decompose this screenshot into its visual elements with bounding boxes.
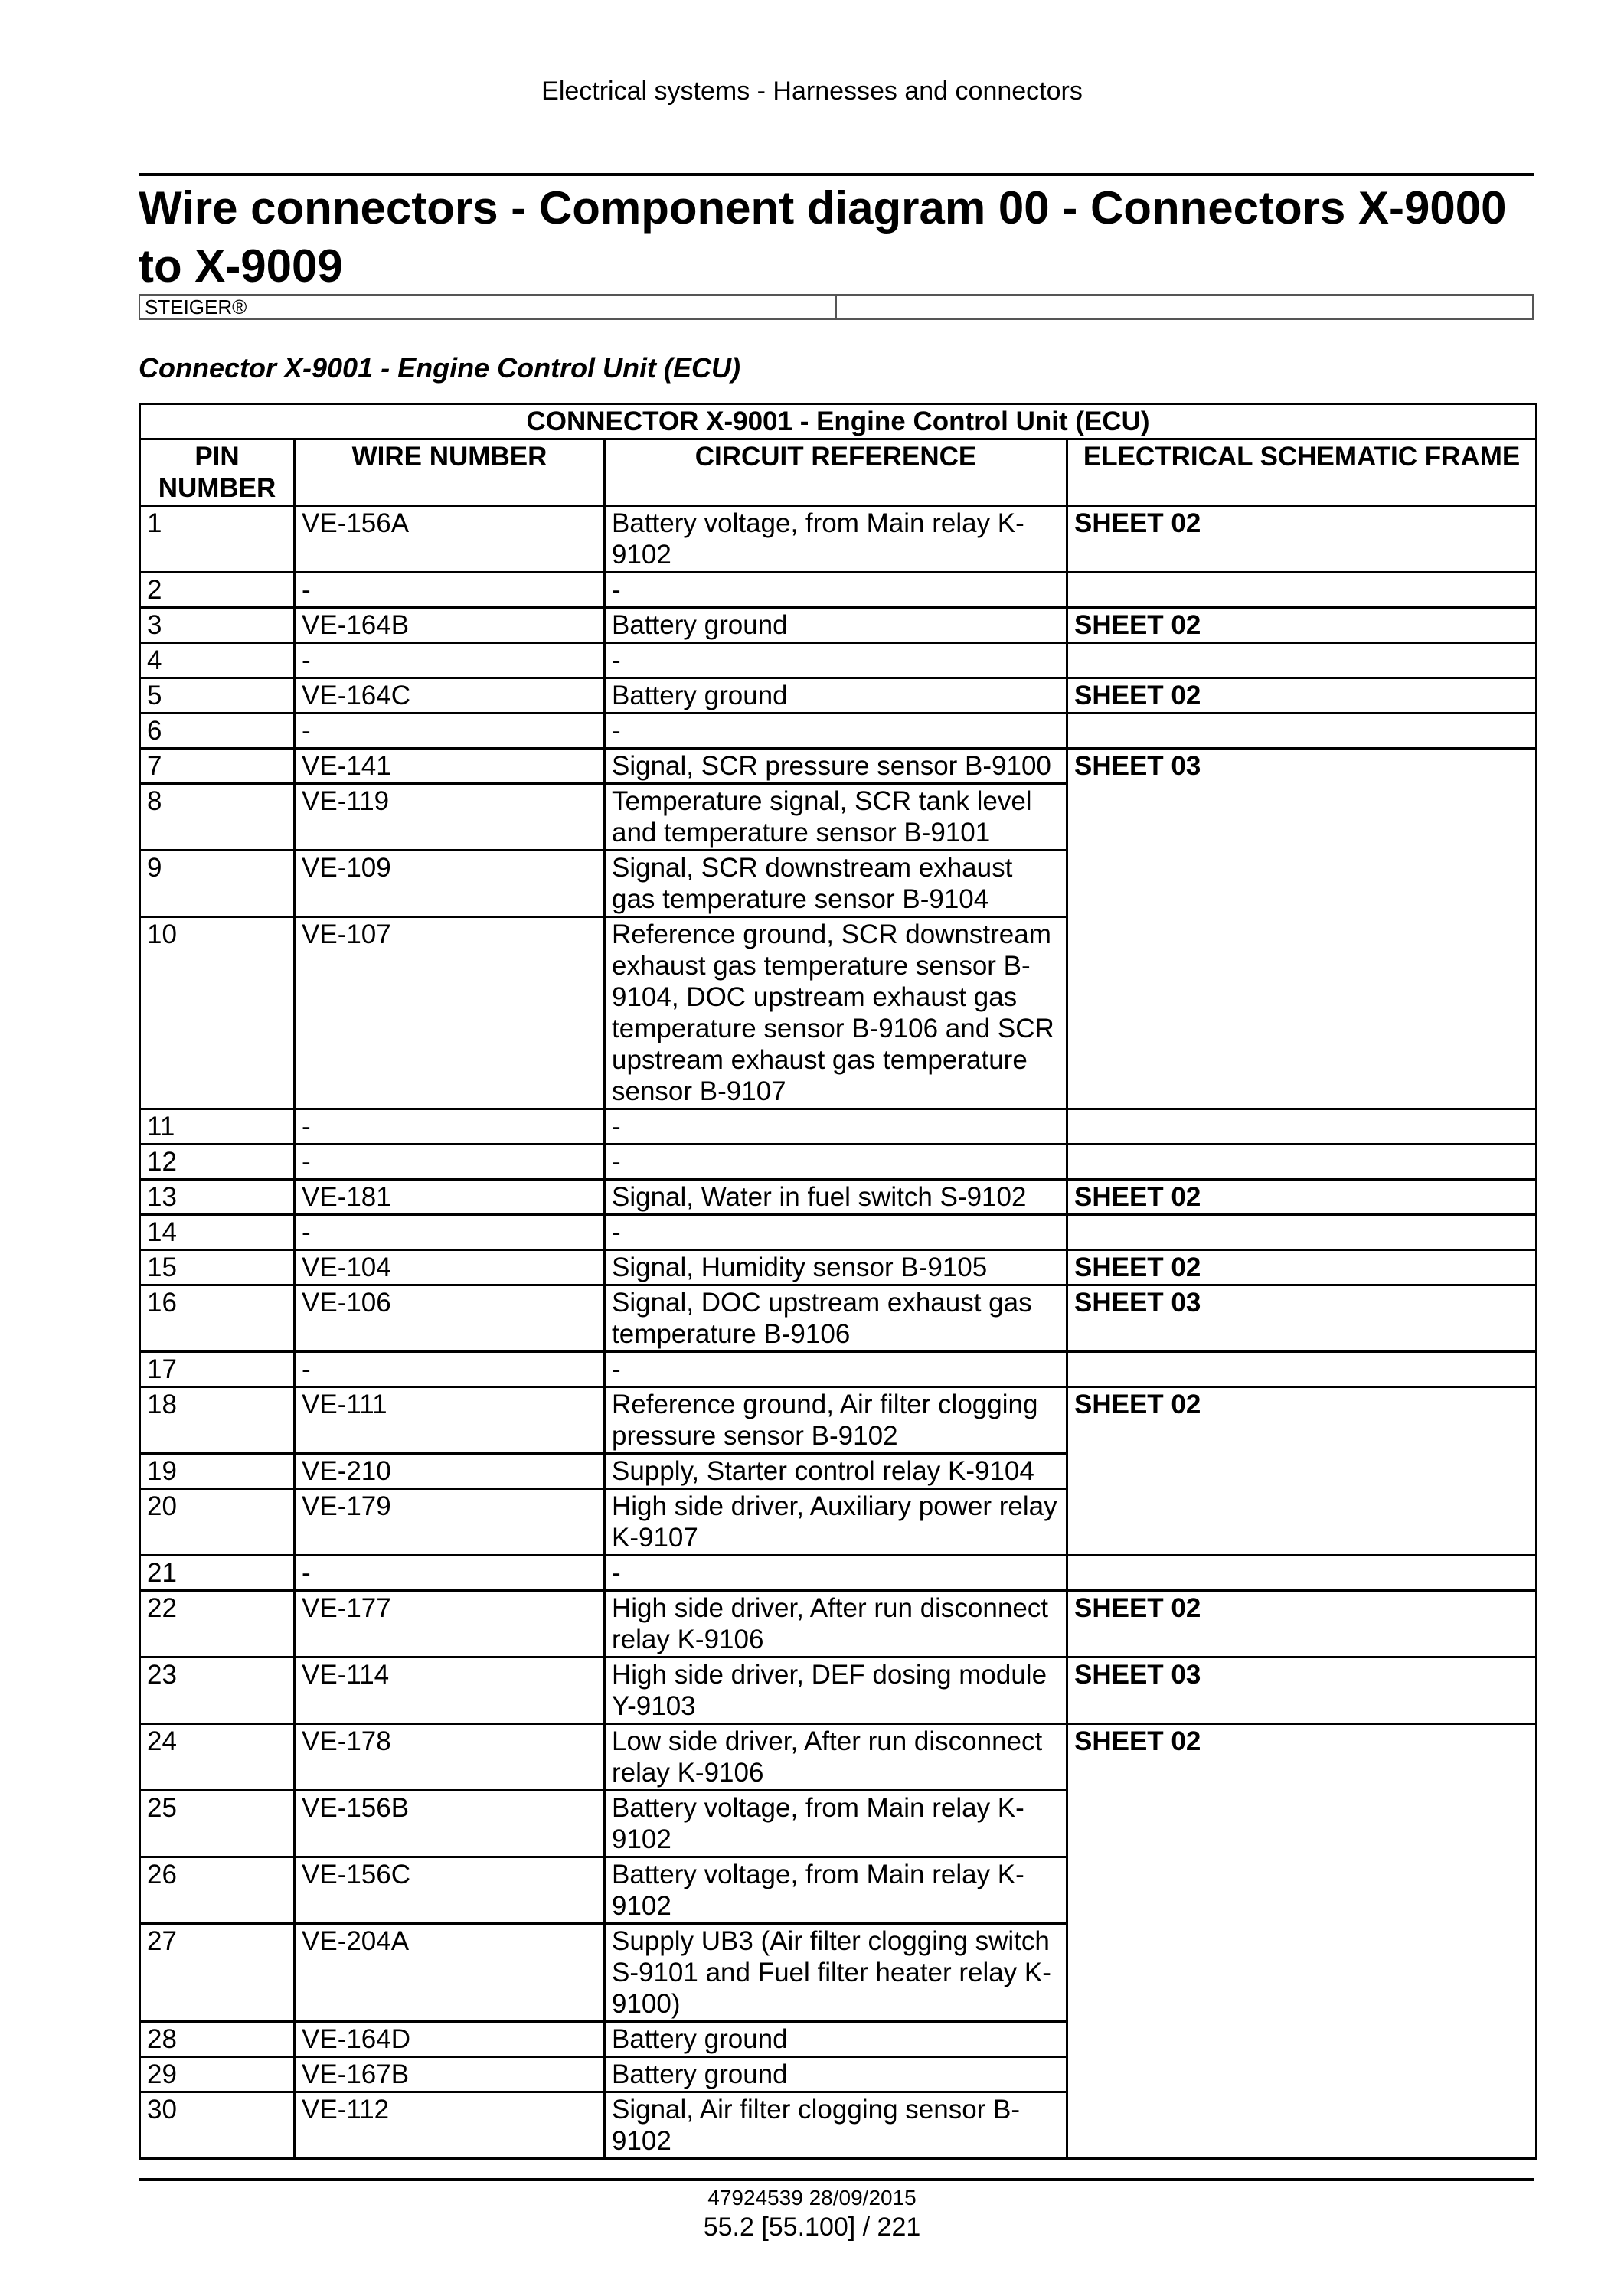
pin-cell: 3 [140, 608, 295, 643]
schematic-frame-cell [1067, 1556, 1537, 1591]
wire-number-cell: VE-114 [295, 1657, 605, 1724]
wire-number-cell: VE-141 [295, 749, 605, 784]
table-row [140, 714, 1537, 749]
circuit-reference-cell: - [605, 1215, 1067, 1250]
wire-number-cell: VE-109 [295, 851, 605, 917]
model-name: STEIGER® [140, 296, 837, 318]
schematic-frame-cell: SHEET 02 [1067, 1180, 1537, 1215]
wire-number-cell: VE-119 [295, 784, 605, 851]
wire-number-cell: - [295, 714, 605, 749]
wire-number-cell: - [295, 643, 605, 678]
circuit-reference-cell: Low side driver, After run disconnect relay K-9106 [605, 1724, 1067, 1791]
pin-cell: 20 [140, 1489, 295, 1556]
circuit-reference-cell: - [605, 1556, 1067, 1591]
wire-number-cell: VE-164C [295, 678, 605, 714]
wire-number-cell: VE-156A [295, 506, 605, 573]
wire-number-cell: - [295, 1109, 605, 1145]
schematic-frame-cell [1067, 1109, 1537, 1145]
pin-cell: 4 [140, 643, 295, 678]
schematic-frame-cell: SHEET 02 [1067, 1250, 1537, 1285]
schematic-frame-cell [1067, 1352, 1537, 1387]
document-title: Wire connectors - Component diagram 00 - Connectors X-9000 to X-9009 [139, 182, 1507, 292]
circuit-reference-cell: Signal, Air filter clogging sensor B-9102 [605, 2092, 1067, 2159]
table-body [140, 506, 1537, 2159]
circuit-reference-cell: Supply UB3 (Air filter clogging switch S-9101 and Fuel filter heater relay K-9100) [605, 1924, 1067, 2022]
wire-number-cell: VE-204A [295, 1924, 605, 2022]
wire-number-cell: - [295, 1352, 605, 1387]
schematic-frame-cell [1067, 1215, 1537, 1250]
table-row [140, 1109, 1537, 1145]
pin-cell: 13 [140, 1180, 295, 1215]
schematic-frame-cell: SHEET 02 [1067, 1724, 1537, 2159]
pin-cell: 16 [140, 1285, 295, 1352]
pin-cell: 6 [140, 714, 295, 749]
schematic-frame-cell: SHEET 03 [1067, 749, 1537, 1109]
table-caption: CONNECTOR X-9001 - Engine Control Unit (ECU) [140, 404, 1537, 439]
wire-number-cell: VE-210 [295, 1454, 605, 1489]
table-row [140, 749, 1537, 784]
section-heading: Connector X-9001 - Engine Control Unit (ECU) [139, 352, 741, 384]
circuit-reference-cell: Signal, Water in fuel switch S-9102 [605, 1180, 1067, 1215]
column-header-frame: ELECTRICAL SCHEMATIC FRAME [1067, 439, 1537, 506]
table-row [140, 573, 1537, 608]
table-row [140, 643, 1537, 678]
pin-cell: 25 [140, 1791, 295, 1857]
wire-number-cell: VE-164B [295, 608, 605, 643]
wire-number-cell: - [295, 1145, 605, 1180]
pin-cell: 9 [140, 851, 295, 917]
table-header-row [140, 439, 1537, 506]
model-applicability-box [139, 294, 1534, 320]
wire-number-cell: - [295, 573, 605, 608]
schematic-frame-cell: SHEET 03 [1067, 1657, 1537, 1724]
column-header-wire: WIRE NUMBER [295, 439, 605, 506]
circuit-reference-cell: - [605, 1352, 1067, 1387]
wire-number-cell: VE-156C [295, 1857, 605, 1924]
circuit-reference-cell: Battery ground [605, 608, 1067, 643]
pin-cell: 22 [140, 1591, 295, 1657]
pin-cell: 24 [140, 1724, 295, 1791]
circuit-reference-cell: - [605, 573, 1067, 608]
table-row [140, 1285, 1537, 1352]
pin-cell: 18 [140, 1387, 295, 1454]
pin-cell: 15 [140, 1250, 295, 1285]
pin-cell: 8 [140, 784, 295, 851]
pin-cell: 27 [140, 1924, 295, 2022]
circuit-reference-cell: Battery ground [605, 2057, 1067, 2092]
circuit-reference-cell: Signal, SCR downstream exhaust gas temperature sensor B-9104 [605, 851, 1067, 917]
schematic-frame-cell: SHEET 02 [1067, 506, 1537, 573]
pin-cell: 21 [140, 1556, 295, 1591]
footer-rule [139, 2178, 1534, 2181]
circuit-reference-cell: Reference ground, SCR downstream exhaust gas temperature sensor B-9104, DOC upstream exhaust gas temperature sensor B-9106 and SCR upstream exhaust gas temperature sensor B-9107 [605, 917, 1067, 1109]
wire-number-cell: VE-112 [295, 2092, 605, 2159]
schematic-frame-cell [1067, 714, 1537, 749]
pin-cell: 19 [140, 1454, 295, 1489]
pin-cell: 5 [140, 678, 295, 714]
table-row [140, 1145, 1537, 1180]
table-row [140, 1724, 1537, 1791]
schematic-frame-cell: SHEET 02 [1067, 678, 1537, 714]
pin-cell: 7 [140, 749, 295, 784]
wire-number-cell: VE-111 [295, 1387, 605, 1454]
circuit-reference-cell: Signal, DOC upstream exhaust gas temperature B-9106 [605, 1285, 1067, 1352]
pin-cell: 12 [140, 1145, 295, 1180]
schematic-frame-cell [1067, 643, 1537, 678]
table-row [140, 1250, 1537, 1285]
table-row [140, 1387, 1537, 1454]
wire-number-cell: VE-104 [295, 1250, 605, 1285]
circuit-reference-cell: Battery voltage, from Main relay K-9102 [605, 1857, 1067, 1924]
pin-cell: 28 [140, 2022, 295, 2057]
circuit-reference-cell: Signal, SCR pressure sensor B-9100 [605, 749, 1067, 784]
table-row [140, 608, 1537, 643]
document-reference: 47924539 28/09/2015 [707, 2186, 917, 2209]
wire-number-cell: VE-179 [295, 1489, 605, 1556]
table-row [140, 1215, 1537, 1250]
circuit-reference-cell: - [605, 714, 1067, 749]
circuit-reference-cell: High side driver, After run disconnect relay K-9106 [605, 1591, 1067, 1657]
wire-number-cell: VE-167B [295, 2057, 605, 2092]
column-header-pin: PIN NUMBER [140, 439, 295, 506]
circuit-reference-cell: Battery voltage, from Main relay K-9102 [605, 1791, 1067, 1857]
schematic-frame-cell: SHEET 02 [1067, 1591, 1537, 1657]
wire-number-cell: VE-156B [295, 1791, 605, 1857]
wire-number-cell: VE-181 [295, 1180, 605, 1215]
circuit-reference-cell: Reference ground, Air filter clogging pressure sensor B-9102 [605, 1387, 1067, 1454]
schematic-frame-cell [1067, 573, 1537, 608]
wire-number-cell: VE-107 [295, 917, 605, 1109]
schematic-frame-cell: SHEET 02 [1067, 608, 1537, 643]
pin-cell: 29 [140, 2057, 295, 2092]
table-row [140, 678, 1537, 714]
circuit-reference-cell: Battery voltage, from Main relay K-9102 [605, 506, 1067, 573]
table-row [140, 1591, 1537, 1657]
circuit-reference-cell: High side driver, Auxiliary power relay K-9107 [605, 1489, 1067, 1556]
wire-number-cell: VE-106 [295, 1285, 605, 1352]
circuit-reference-cell: - [605, 1109, 1067, 1145]
table-row [140, 506, 1537, 573]
wire-number-cell: VE-164D [295, 2022, 605, 2057]
circuit-reference-cell: Battery ground [605, 2022, 1067, 2057]
pin-cell: 23 [140, 1657, 295, 1724]
pin-cell: 1 [140, 506, 295, 573]
table-row [140, 1180, 1537, 1215]
pin-cell: 2 [140, 573, 295, 608]
table-row [140, 1657, 1537, 1724]
pin-cell: 11 [140, 1109, 295, 1145]
circuit-reference-cell: Temperature signal, SCR tank level and temperature sensor B-9101 [605, 784, 1067, 851]
circuit-reference-cell: High side driver, DEF dosing module Y-9103 [605, 1657, 1067, 1724]
connector-table [139, 403, 1537, 2160]
circuit-reference-cell: - [605, 1145, 1067, 1180]
column-header-circuit: CIRCUIT REFERENCE [605, 439, 1067, 506]
schematic-frame-cell: SHEET 03 [1067, 1285, 1537, 1352]
pin-cell: 14 [140, 1215, 295, 1250]
header-rule [139, 173, 1534, 176]
pin-cell: 17 [140, 1352, 295, 1387]
table-caption-row [140, 404, 1537, 439]
wire-number-cell: - [295, 1215, 605, 1250]
circuit-reference-cell: Supply, Starter control relay K-9104 [605, 1454, 1067, 1489]
pin-cell: 26 [140, 1857, 295, 1924]
schematic-frame-cell: SHEET 02 [1067, 1387, 1537, 1556]
model-extra [837, 296, 1532, 318]
page-header-section: Electrical systems - Harnesses and connectors [541, 77, 1083, 106]
wire-number-cell: VE-177 [295, 1591, 605, 1657]
wire-number-cell: VE-178 [295, 1724, 605, 1791]
schematic-frame-cell [1067, 1145, 1537, 1180]
circuit-reference-cell: Signal, Humidity sensor B-9105 [605, 1250, 1067, 1285]
pin-cell: 30 [140, 2092, 295, 2159]
circuit-reference-cell: Battery ground [605, 678, 1067, 714]
page-number: 55.2 [55.100] / 221 [703, 2213, 921, 2242]
pin-cell: 10 [140, 917, 295, 1109]
circuit-reference-cell: - [605, 643, 1067, 678]
table-row [140, 1352, 1537, 1387]
wire-number-cell: - [295, 1556, 605, 1591]
table-row [140, 1556, 1537, 1591]
